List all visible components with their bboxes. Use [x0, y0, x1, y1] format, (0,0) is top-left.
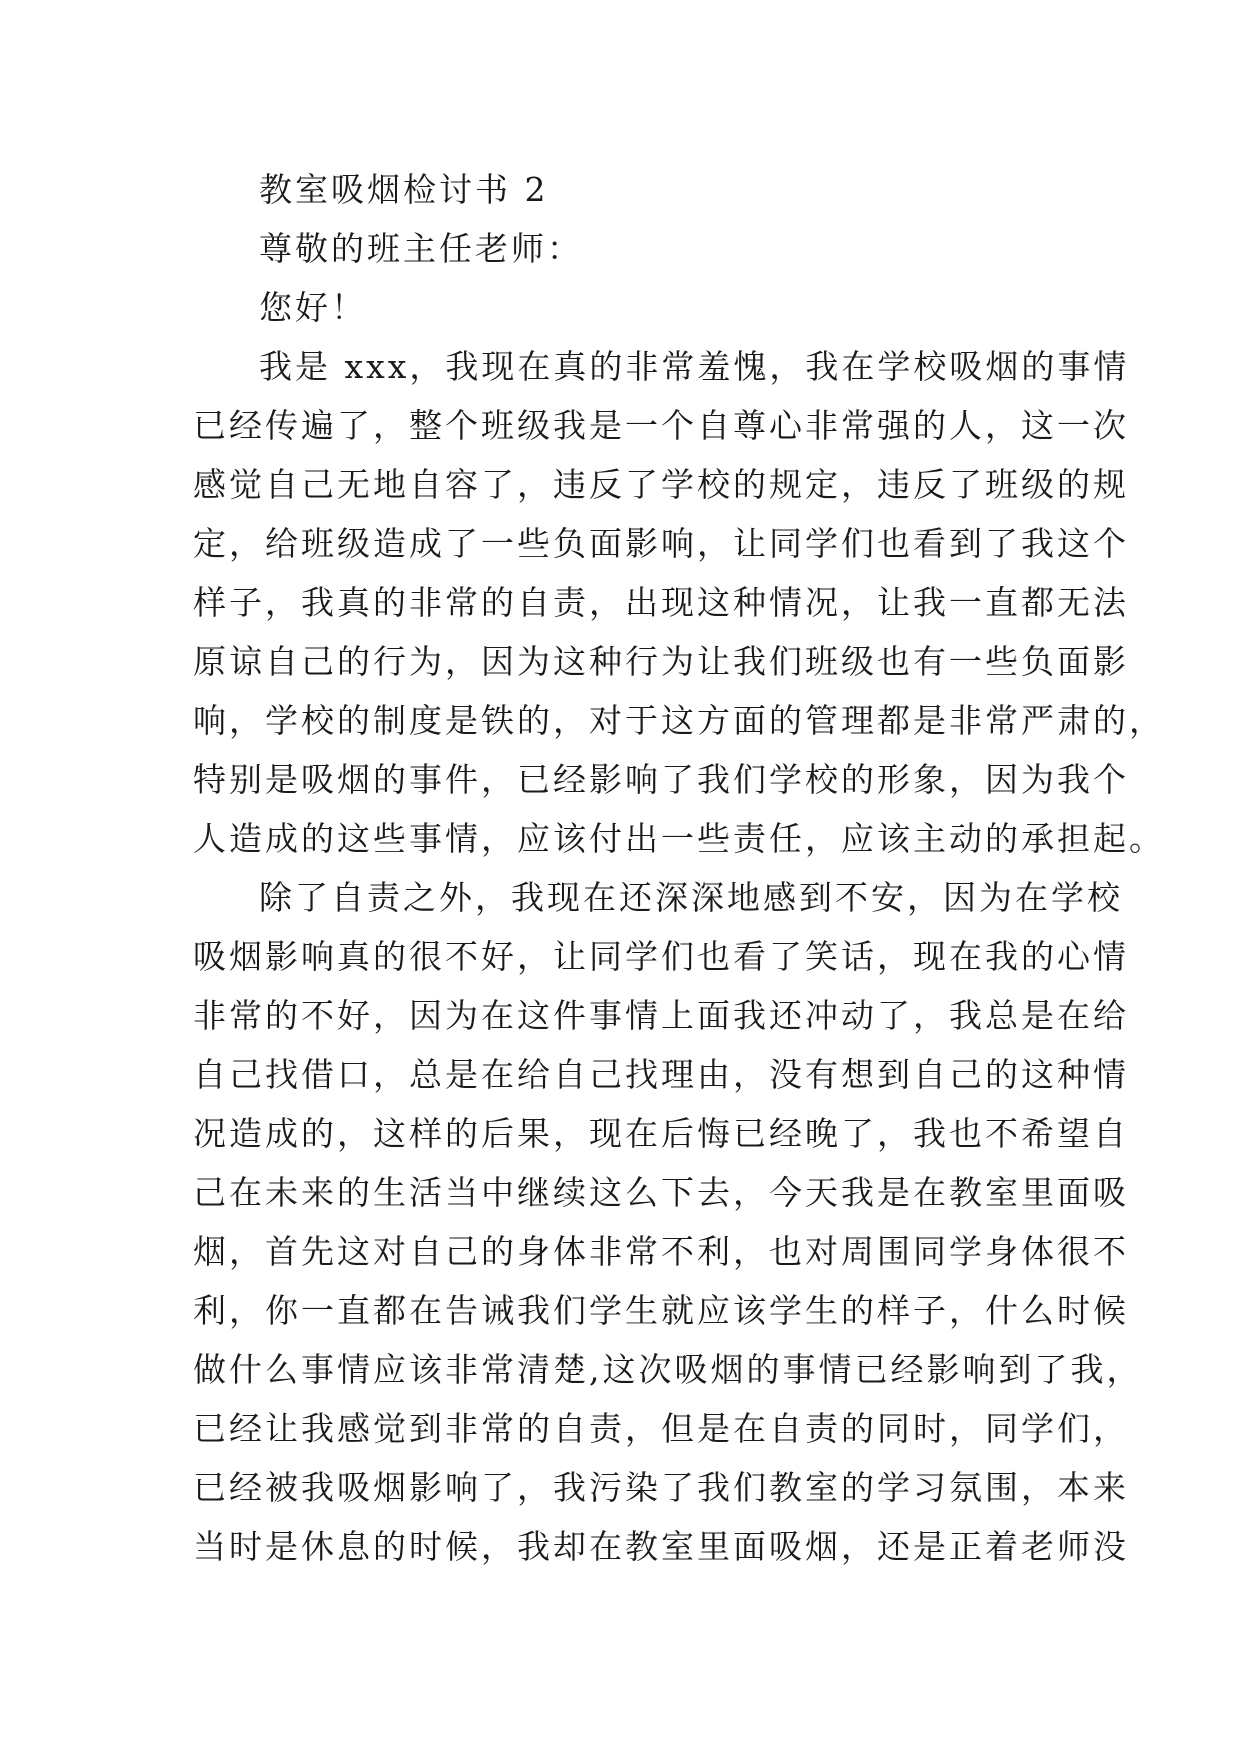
paragraph-line: 感觉自己无地自容了，违反了学校的规定，违反了班级的规	[193, 465, 1129, 504]
paragraph-line: 样子，我真的非常的自责，出现这种情况，让我一直都无法	[193, 583, 1129, 622]
document-title: 教室吸烟检讨书 2	[259, 170, 549, 209]
paragraph-line: 自己找借口，总是在给自己找理由，没有想到自己的这种情	[193, 1055, 1129, 1094]
greeting: 您好！	[259, 288, 367, 327]
paragraph-line: 除了自责之外，我现在还深深地感到不安，因为在学校	[259, 878, 1123, 917]
paragraph-line: 已经让我感觉到非常的自责，但是在自责的同时，同学们，	[193, 1409, 1129, 1448]
paragraph-line: 非常的不好，因为在这件事情上面我还冲动了，我总是在给	[193, 996, 1129, 1035]
paragraph-line: 原谅自己的行为，因为这种行为让我们班级也有一些负面影	[193, 642, 1129, 681]
paragraph-1	[193, 337, 1165, 868]
paragraph-line: 我是 xxx，我现在真的非常羞愧，我在学校吸烟的事情	[259, 347, 1130, 386]
paragraph-line: 已经传遍了，整个班级我是一个自尊心非常强的人，这一次	[193, 406, 1129, 445]
salutation: 尊敬的班主任老师：	[259, 229, 583, 268]
paragraph-line: 特别是吸烟的事件，已经影响了我们学校的形象，因为我个	[193, 760, 1129, 799]
paragraph-line: 当时是休息的时候，我却在教室里面吸烟，还是正着老师没	[193, 1527, 1129, 1566]
document-body	[193, 160, 1165, 1576]
paragraph-line: 吸烟影响真的很不好，让同学们也看了笑话，现在我的心情	[193, 937, 1129, 976]
paragraph-line: 已经被我吸烟影响了，我污染了我们教室的学习氛围，本来	[193, 1468, 1129, 1507]
paragraph-line: 利，你一直都在告诫我们学生就应该学生的样子，什么时候	[193, 1291, 1129, 1330]
paragraph-2	[193, 868, 1143, 1576]
paragraph-line: 做什么事情应该非常清楚,这次吸烟的事情已经影响到了我，	[193, 1350, 1143, 1389]
paragraph-line: 况造成的，这样的后果，现在后悔已经晚了，我也不希望自	[193, 1114, 1129, 1153]
paragraph-line: 己在未来的生活当中继续这么下去，今天我是在教室里面吸	[193, 1173, 1129, 1212]
paragraph-line: 定，给班级造成了一些负面影响，让同学们也看到了我这个	[193, 524, 1129, 563]
paragraph-line: 响，学校的制度是铁的，对于这方面的管理都是非常严肃的，	[193, 701, 1165, 740]
paragraph-line: 烟，首先这对自己的身体非常不利，也对周围同学身体很不	[193, 1232, 1129, 1271]
paragraph-line: 人造成的这些事情，应该付出一些责任，应该主动的承担起。	[193, 819, 1165, 858]
